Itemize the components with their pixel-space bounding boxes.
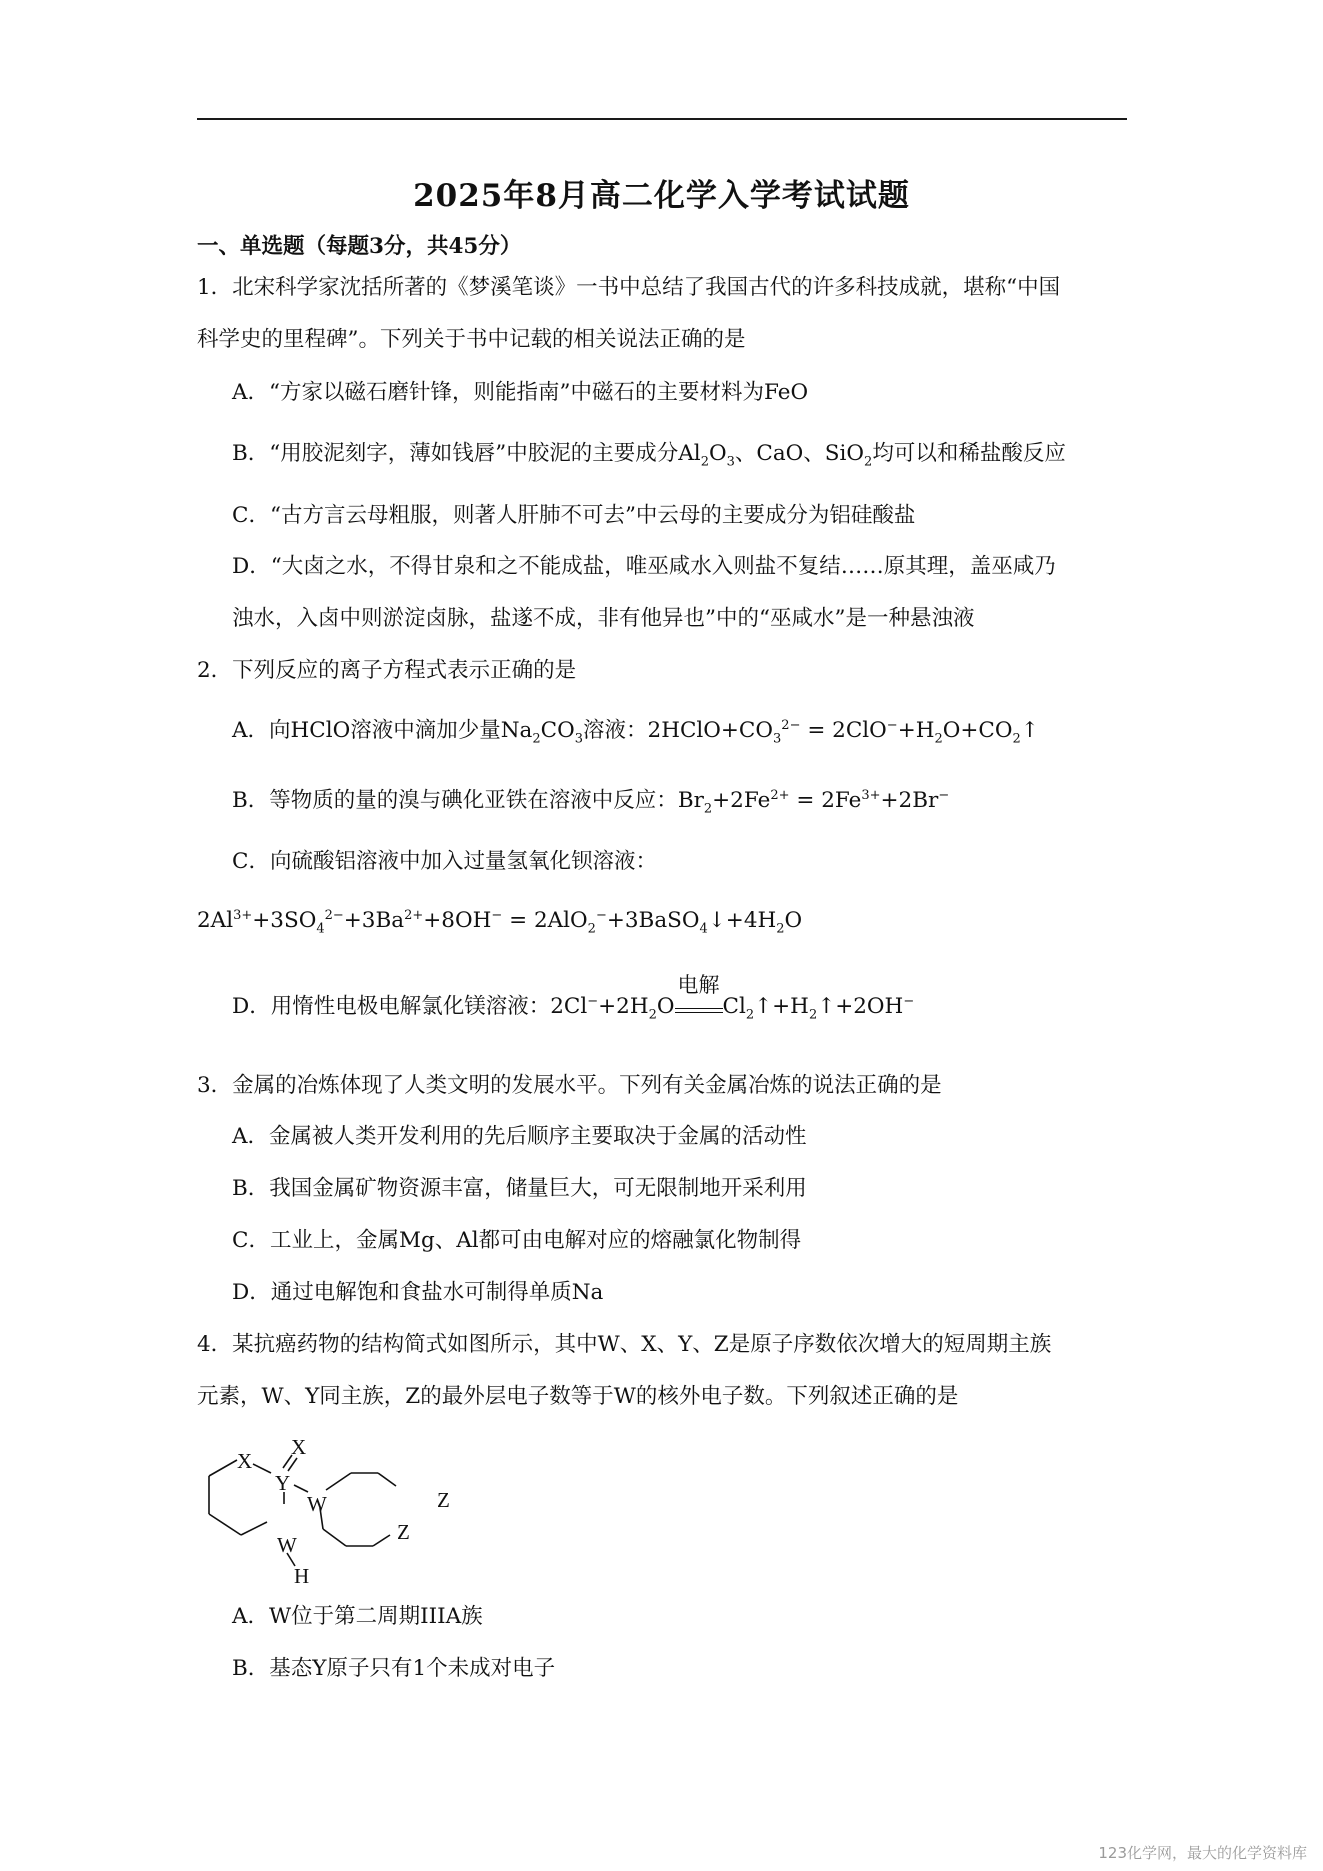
q2-option-c: C．向硫酸铝溶液中加入过量氢氧化钡溶液：	[232, 849, 657, 874]
molecule-structure-diagram	[195, 1440, 475, 1585]
q2-option-b: B．等物质的量的溴与碘化亚铁在溶液中反应：$Br_2+2Fe^{2+} = 2Fe^{3+}+2Br^-$	[232, 787, 950, 817]
q3-option-d: D．通过电解饱和食盐水可制得单质Na	[232, 1280, 604, 1305]
q1-option-b: B．“用胶泥刻字，薄如钱唇”中胶泥的主要成分$Al_2O_3$、CaO、SiO$_2$均可以和稀盐酸反应	[232, 441, 1066, 470]
atom-x-double: X	[291, 1440, 307, 1459]
q3-option-b: B．我国金属矿物资源丰富，储量巨大，可无限制地开采利用	[232, 1176, 807, 1201]
q4-option-b: B．基态Y原子只有1个未成对电子	[232, 1656, 556, 1681]
q2-option-a: A．向HClO溶液中滴加少量$Na_2CO_3$溶液：$2HClO+CO_3^{2-}$ = $2ClO^-+H_2O+CO_2↑$	[232, 717, 1039, 747]
q2-stem: 2．下列反应的离子方程式表示正确的是	[197, 658, 577, 683]
q2-option-c-equation: $2Al^{3+}+3SO_4^{2-}+3Ba^{2+}+8OH^-$ = $2AlO_2^-+3BaSO_4↓+4H_2O$	[197, 907, 803, 937]
q1-stem-line1: 1．北宋科学家沈括所著的《梦溪笔谈》一书中总结了我国古代的许多科技成就，堪称“中国	[197, 275, 1061, 300]
page-title: 2025年8月高二化学入学考试试题	[413, 178, 910, 214]
footer-watermark: 123化学网，最大的化学资料库	[1098, 1844, 1307, 1862]
atom-y: Y	[275, 1471, 291, 1495]
atom-w-ring: W	[277, 1533, 297, 1557]
q2-option-d: D．用惰性电极电解氯化镁溶液：$2Cl^-+2H_2O$ 电解 $Cl_2↑+H_2↑+2OH^-$	[232, 973, 915, 1023]
q4-option-a: A．W位于第二周期IIIA族	[232, 1604, 483, 1629]
q3-option-c: C．工业上，金属Mg、Al都可由电解对应的熔融氯化物制得	[232, 1228, 802, 1253]
q1-stem-line2: 科学史的里程碑”。下列关于书中记载的相关说法正确的是	[197, 327, 746, 352]
q1-option-d-line2: 浊水，入卤中则淤淀卤脉，盐遂不成，非有他异也”中的“巫咸水”是一种悬浊液	[232, 606, 975, 631]
electrolysis-condition: 电解	[675, 994, 723, 1013]
atom-z-upper: Z	[437, 1488, 450, 1512]
section-heading: 一、单选题（每题3分，共45分）	[197, 234, 522, 259]
atom-h: H	[294, 1564, 310, 1585]
atom-z-lower: Z	[397, 1520, 410, 1544]
q3-option-a: A．金属被人类开发利用的先后顺序主要取决于金属的活动性	[232, 1124, 807, 1149]
q4-stem-line2: 元素，W、Y同主族，Z的最外层电子数等于W的核外电子数。下列叙述正确的是	[197, 1384, 959, 1409]
atom-w-chain: W	[307, 1492, 327, 1516]
q1-option-a: A．“方家以磁石磨针锋，则能指南”中磁石的主要材料为FeO	[232, 380, 809, 405]
q3-stem: 3．金属的冶炼体现了人类文明的发展水平。下列有关金属冶炼的说法正确的是	[197, 1073, 942, 1098]
q1-option-d-line1: D．“大卤之水，不得甘泉和之不能成盐，唯巫咸水入则盐不复结……原其理，盖巫咸乃	[232, 554, 1056, 579]
q4-stem-line1: 4．某抗癌药物的结构简式如图所示，其中W、X、Y、Z是原子序数依次增大的短周期主族	[197, 1332, 1052, 1357]
q1-option-c: C．“古方言云母粗服，则著人肝肺不可去”中云母的主要成分为铝硅酸盐	[232, 503, 916, 528]
atom-x-ring: X	[237, 1449, 253, 1473]
header-rule	[197, 118, 1127, 120]
